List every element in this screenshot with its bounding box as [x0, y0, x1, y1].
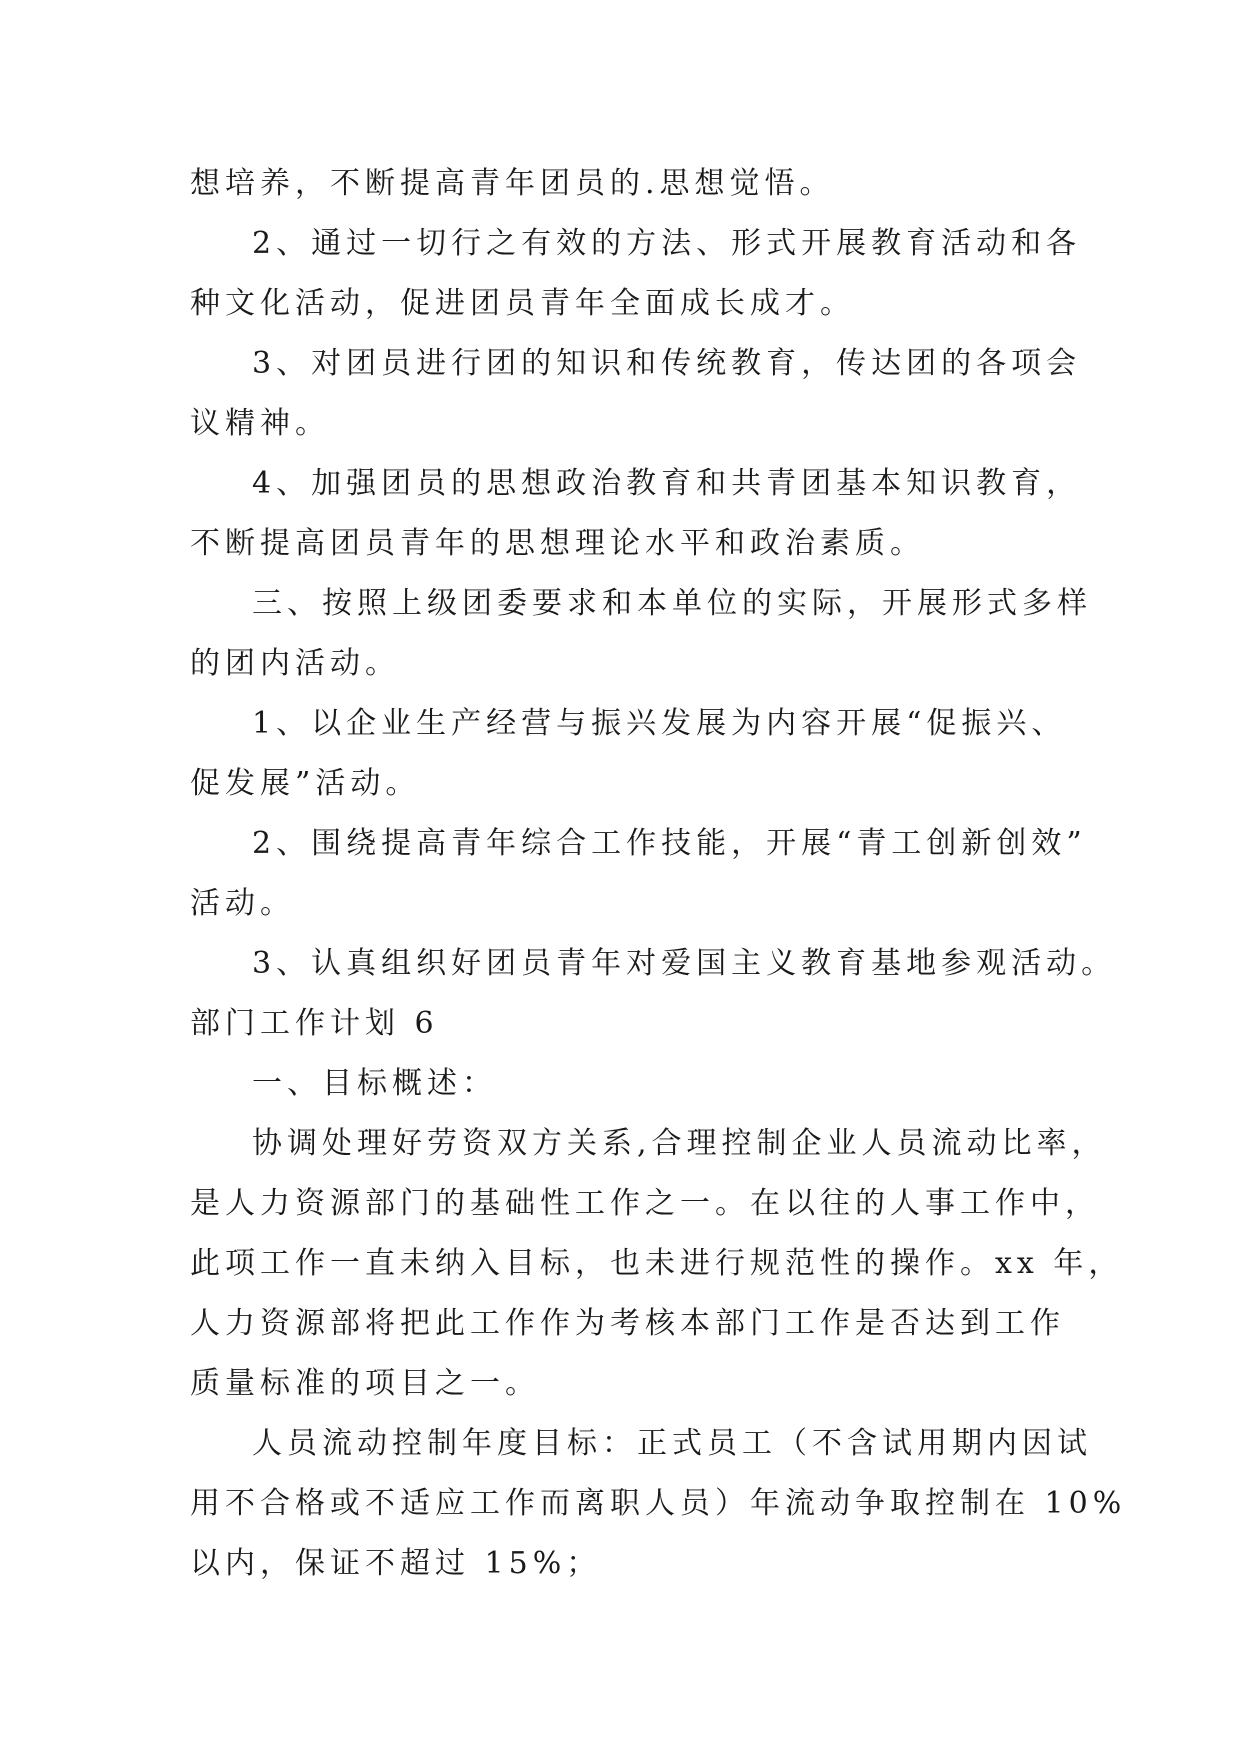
paragraph-line: 质量标准的项目之一。 — [190, 1366, 540, 1401]
paragraph-line: 2、通过一切行之有效的方法、形式开展教育活动和各 — [252, 226, 1082, 261]
paragraph-line: 协调处理好劳资双方关系,合理控制企业人员流动比率， — [252, 1126, 1107, 1161]
paragraph-line: 此项工作一直未纳入目标，也未进行规范性的操作。xx 年， — [190, 1246, 1124, 1281]
paragraph-line: 用不合格或不适应工作而离职人员）年流动争取控制在 10% — [190, 1486, 1127, 1521]
paragraph-line: 2、围绕提高青年综合工作技能，开展“青工创新创效” — [252, 826, 1087, 861]
subsection-heading: 一、目标概述： — [252, 1066, 497, 1101]
paragraph-line: 以内，保证不超过 15%； — [190, 1546, 602, 1581]
paragraph-line: 3、对团员进行团的知识和传统教育，传达团的各项会 — [252, 346, 1082, 381]
paragraph-line: 想培养，不断提高青年团员的.思想觉悟。 — [190, 166, 835, 201]
paragraph-line: 种文化活动，促进团员青年全面成长成才。 — [190, 286, 855, 321]
paragraph-line: 三、按照上级团委要求和本单位的实际，开展形式多样 — [252, 586, 1092, 621]
paragraph-line: 是人力资源部门的基础性工作之一。在以往的人事工作中， — [190, 1186, 1100, 1221]
paragraph-line: 议精神。 — [190, 406, 330, 441]
paragraph-line: 4、加强团员的思想政治教育和共青团基本知识教育， — [252, 466, 1082, 501]
paragraph-line: 3、认真组织好团员青年对爱国主义教育基地参观活动。 — [252, 946, 1117, 981]
section-heading: 部门工作计划 6 — [190, 1006, 439, 1041]
paragraph-line: 不断提高团员青年的思想理论水平和政治素质。 — [190, 526, 925, 561]
paragraph-line: 活动。 — [190, 886, 295, 921]
paragraph-line: 1、以企业生产经营与振兴发展为内容开展“促振兴、 — [252, 706, 1067, 741]
paragraph-line: 促发展”活动。 — [190, 766, 421, 801]
paragraph-line: 人员流动控制年度目标：正式员工（不含试用期内因试 — [252, 1426, 1092, 1461]
paragraph-line: 人力资源部将把此工作作为考核本部门工作是否达到工作 — [190, 1306, 1065, 1341]
paragraph-line: 的团内活动。 — [190, 646, 400, 681]
